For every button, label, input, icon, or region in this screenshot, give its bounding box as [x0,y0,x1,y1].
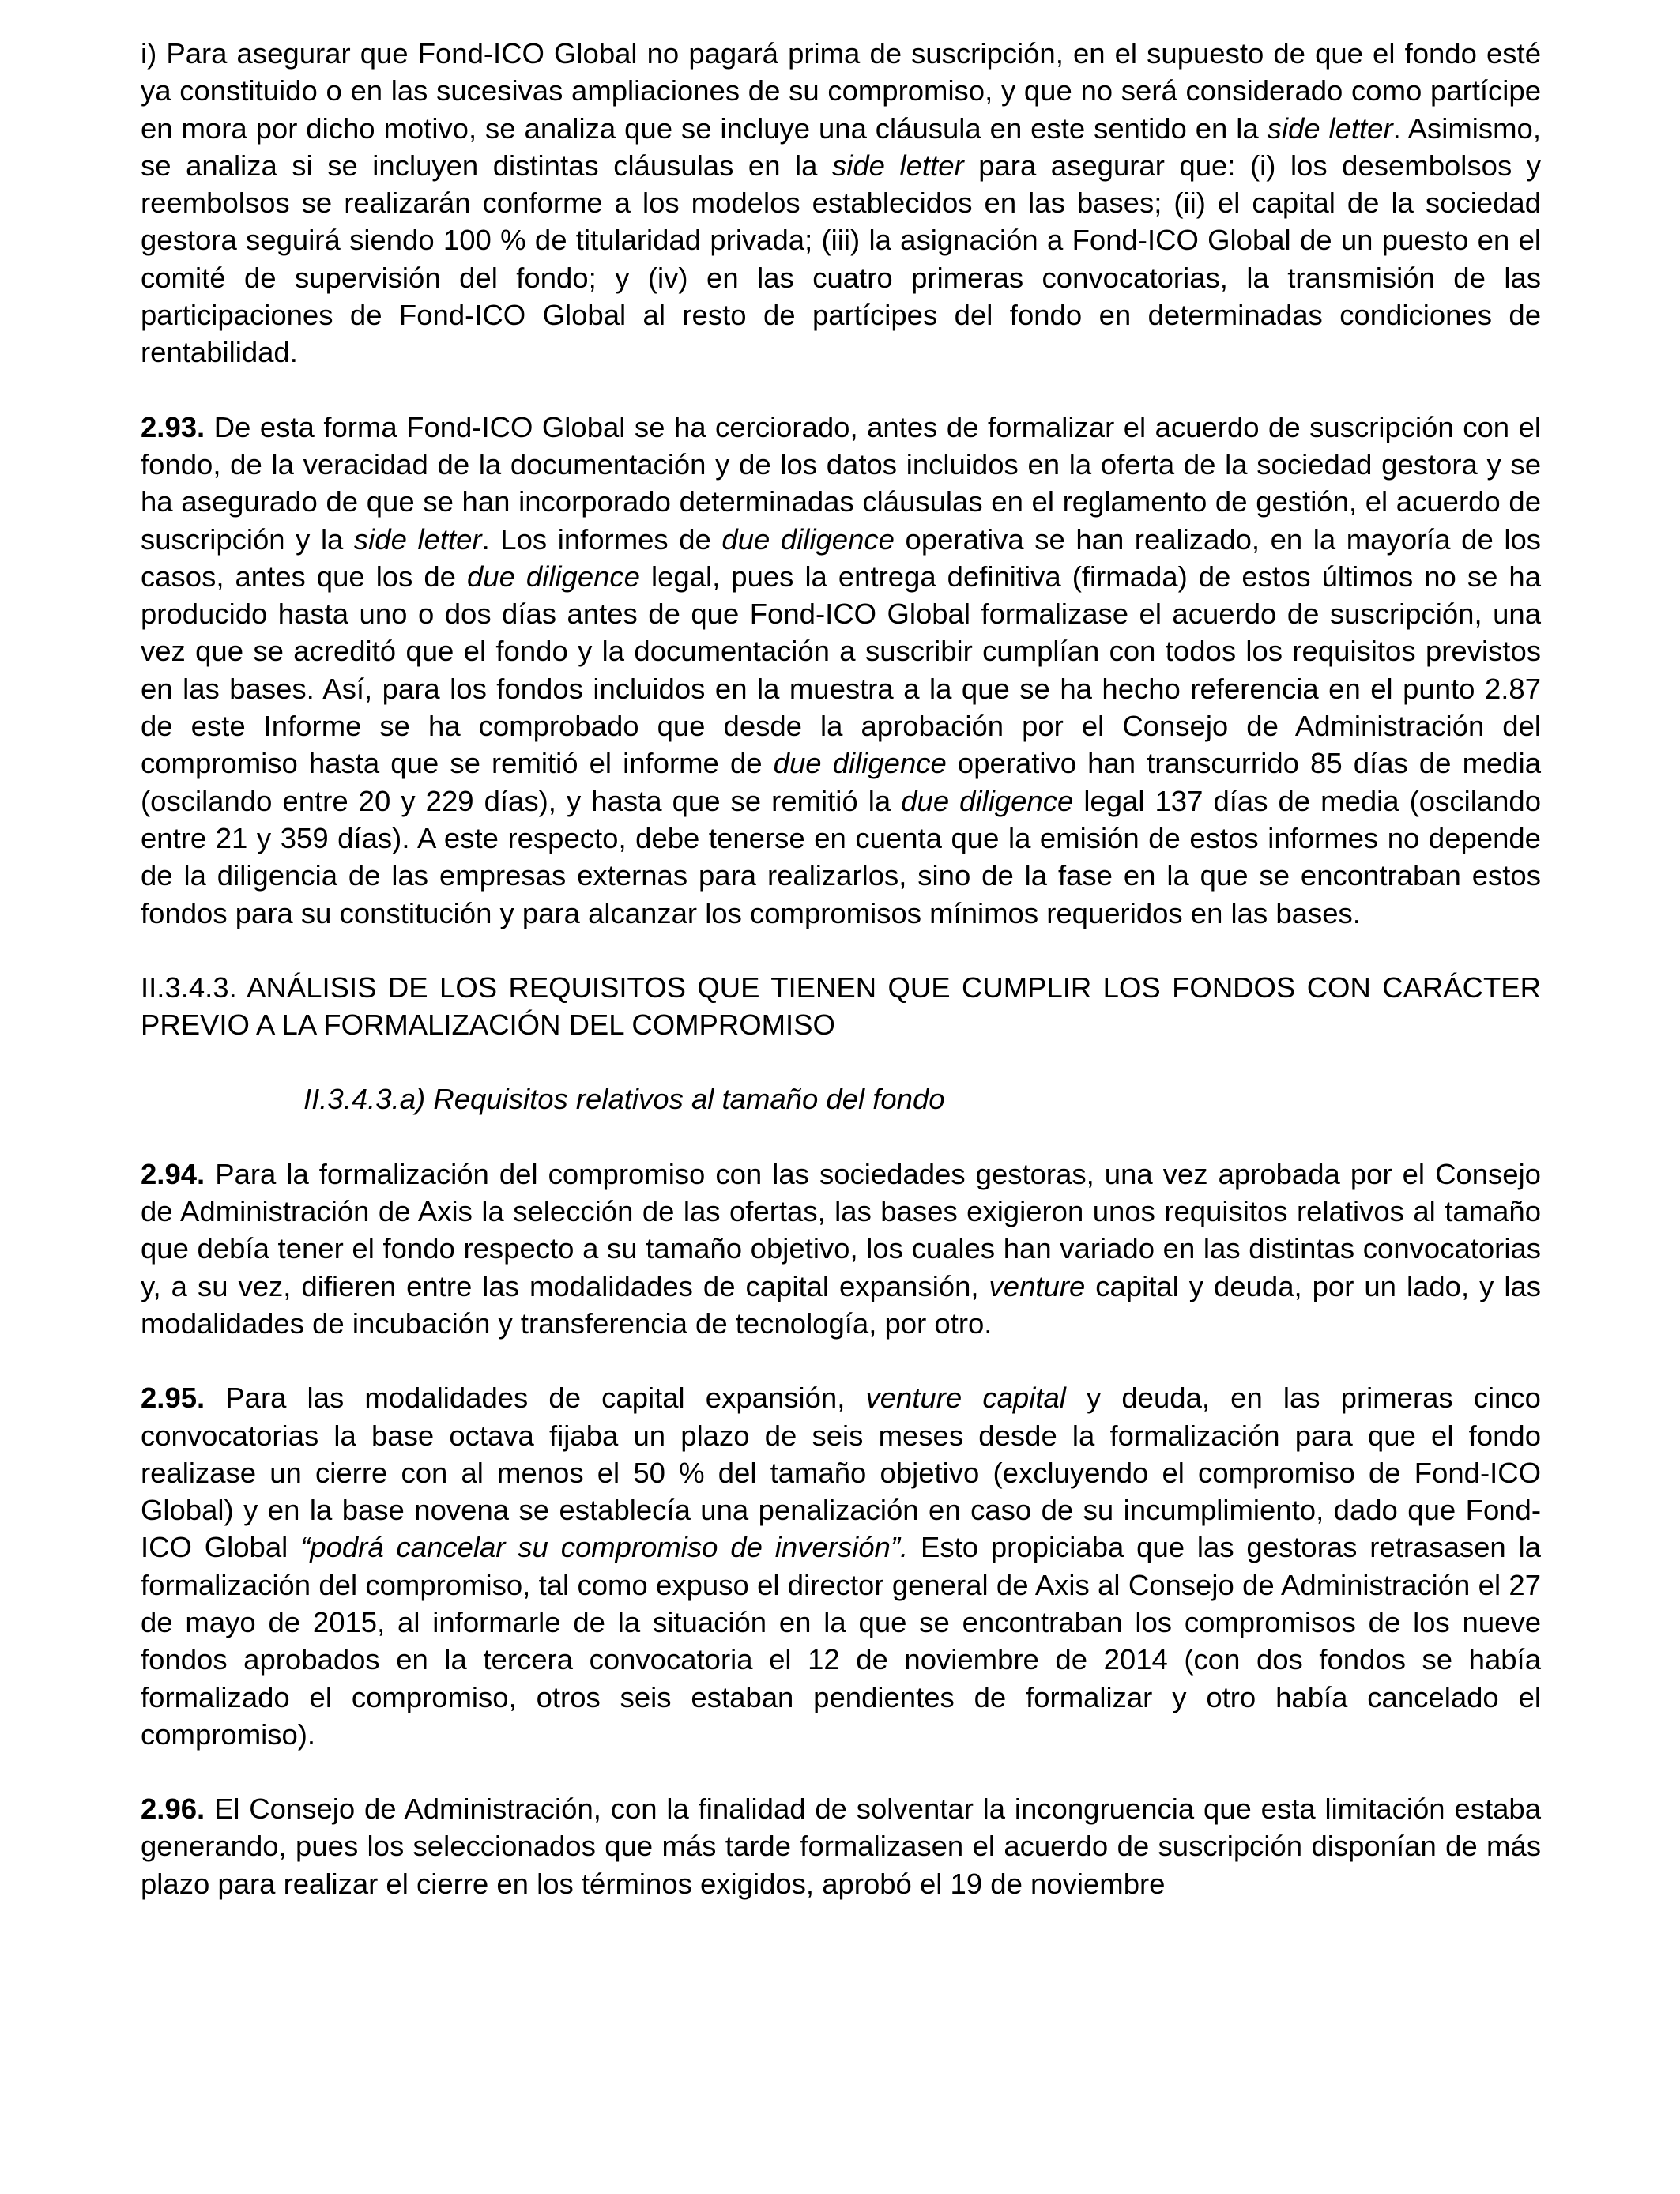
text-run: para asegurar que: (i) los desembolsos y reembolsos se realizarán conforme a los modelos establecidos en las bases; (ii) el capital de la sociedad gestora seguirá siendo 100 % de titularidad privada; (iii) la asignación a Fond-ICO Global de un puesto en el comité de supervisión del fondo; y (iv) en las cuatro primeras convocatorias, la transmisión de las participaciones de Fond-ICO Global al resto de partícipes del fondo en determinadas condiciones de rentabilidad. [141,149,1541,369]
paragraph-number: 2.93. [141,410,205,443]
paragraph-2-95 [141,1379,1541,1753]
text-run: Para la formalización del compromiso con las sociedades gestoras, una vez aprobada por el Consejo de Administración de Axis la selección de las ofertas, las bases exigieron unos requisitos relativos al tamaño que debía tener el fondo respecto a su tamaño objetivo, los cuales han variado en las distintas convocatorias y, a su vez, difieren entre las modalidades de capital expansión, [141,1157,1541,1302]
text-run: El Consejo de Administración, con la finalidad de solventar la incongruencia que esta limitación estaba generando, pues los seleccionados que más tarde formalizasen el acuerdo de suscripción disponían de más plazo para realizar el cierre en los términos exigidos, aprobó el 19 de noviembre [141,1793,1541,1900]
text-run: . Los informes de [481,522,722,556]
text-run: i) Para asegurar que Fond-ICO Global no pagará prima de suscripción, en el supuesto de que el fondo esté ya constituido o en las sucesivas ampliaciones de su compromiso, y que no será considerado como partícipe en mora por dicho motivo, se analiza que se incluye una cláusula en este sentido en la [141,37,1541,145]
paragraph-2-93 [141,409,1541,932]
italic-term: side letter [832,149,964,182]
italic-term: due diligence [721,522,895,556]
text-run: operativo han transcurrido 85 días de media (oscilando entre 20 y 229 días), y hasta que se remitió la [141,747,1541,817]
text-run: Para las modalidades de capital expansión, [205,1382,866,1415]
text-run: Esto propiciaba que las gestoras retrasasen la formalización del compromiso, tal como expuso el director general de Axis al Consejo de Administración el 27 de mayo de 2015, al informarle de la situación en la que se encontraban los compromisos de los nueve fondos aprobados en la tercera convocatoria el 12 de noviembre de 2014 (con dos fondos se había formalizado el compromiso, otros seis estaban pendientes de formalizar y otro había cancelado el compromiso). [141,1531,1541,1751]
text-run: y deuda, en las primeras cinco convocatorias la base octava fijaba un plazo de seis meses desde la formalización para que el fondo realizase un cierre con al menos el 50 % del tamaño objetivo (excluyendo el compromiso de Fond-ICO Global) y en la base novena se establecía una penalización en caso de su incumplimiento, dado que Fond-ICO Global [141,1382,1541,1564]
italic-term: due diligence [901,784,1074,817]
paragraph-i [141,35,1541,371]
paragraph-number: 2.94. [141,1157,205,1190]
paragraph-2-94 [141,1155,1541,1342]
italic-quote: “podrá cancelar su compromiso de inversión”. [300,1531,909,1564]
text-run: legal, pues la entrega definitiva (firmada) de estos últimos no se ha producido hasta uno o dos días antes de que Fond-ICO Global formalizase el acuerdo de suscripción, una vez que se acreditó que el fondo y la documentación a suscribir cumplían con todos los requisitos previstos en las bases. Así, para los fondos incluidos en la muestra a la que se ha hecho referencia en el punto 2.87 de este Informe se ha comprobado que desde la aprobación por el Consejo de Administración del compromiso hasta que se remitió el informe de [141,560,1542,780]
paragraph-number: 2.96. [141,1793,205,1826]
text-run: legal 137 días de media (oscilando entre 21 y 359 días). A este respecto, debe tenerse en cuenta que la emisión de estos informes no depende de la diligencia de las empresas externas para realizarlos, sino de la fase en la que se encontraban estos fondos para su constitución y para alcanzar los compromisos mínimos requeridos en las bases. [141,784,1542,929]
italic-term: venture capital [865,1382,1066,1415]
italic-term: venture [989,1269,1086,1302]
italic-term: due diligence [467,560,640,593]
italic-term: side letter [353,522,482,556]
document-page [141,35,1541,1940]
italic-term: side letter [1267,111,1393,145]
text-run: De esta forma Fond-ICO Global se ha cerciorado, antes de formalizar el acuerdo de suscripción con el fondo, de la veracidad de la documentación y de los datos incluidos en la oferta de la sociedad gestora y se ha asegurado de que se han incorporado determinadas cláusulas en el reglamento de gestión, el acuerdo de suscripción y la [141,410,1541,556]
text-run: capital y deuda, por un lado, y las modalidades de incubación y transferencia de tecnología, por otro. [141,1269,1541,1340]
italic-term: due diligence [773,747,947,780]
text-run: . Asimismo, se analiza si se incluyen distintas cláusulas en la [141,111,1541,182]
paragraph-2-96 [141,1790,1541,1902]
paragraph-number: 2.95. [141,1382,205,1415]
section-heading: II.3.4.3. ANÁLISIS DE LOS REQUISITOS QUE TIENEN QUE CUMPLIR LOS FONDOS CON CARÁCTER PREVIO A LA FORMALIZACIÓN DEL COMPROMISO [141,971,1541,1042]
subsection-heading: II.3.4.3.a) Requisitos relativos al tamaño del fondo [303,1083,945,1116]
text-run: operativa se han realizado, en la mayoría de los casos, antes que los de [141,522,1541,593]
